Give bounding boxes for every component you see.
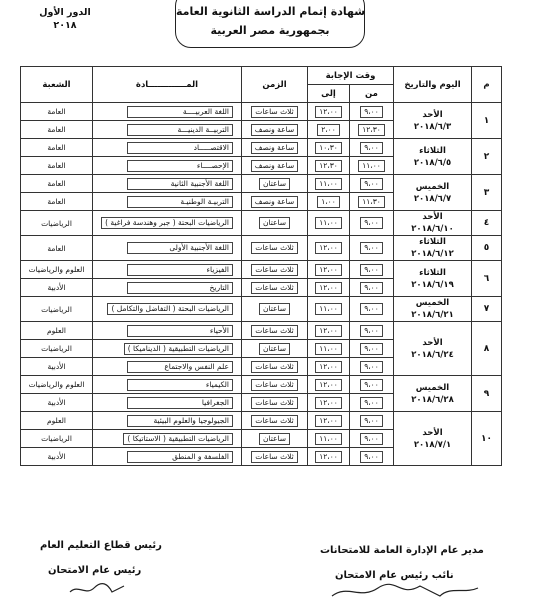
time-to: [308, 139, 350, 157]
time-from: [350, 193, 394, 211]
duration: [242, 139, 308, 157]
header-num: م: [472, 67, 502, 103]
time-from: [350, 121, 394, 139]
time-to: [308, 261, 350, 279]
duration-value: ساعتان: [259, 303, 290, 315]
subject: [93, 261, 242, 279]
day-date-cell: [394, 376, 472, 412]
table-row: [21, 376, 502, 394]
subject: [93, 430, 242, 448]
time-from-value: ٩،٠٠: [360, 264, 383, 276]
time-from: [350, 157, 394, 175]
table-row: [21, 103, 502, 121]
duration: [242, 121, 308, 139]
footer-left-title: رئيس قطاع التعليم العام: [40, 540, 162, 551]
table-row: [21, 211, 502, 236]
day-name: الخميس: [415, 382, 450, 393]
footer-right-subtitle: نائب رئيس عام الامتحان: [335, 570, 454, 581]
day-date-cell: [394, 322, 472, 376]
branch: العلوم: [21, 412, 93, 430]
subject: [93, 448, 242, 466]
time-to: [308, 358, 350, 376]
subject: [93, 412, 242, 430]
duration-value: ثلاث ساعات: [251, 242, 297, 254]
subject-value: الرياضيات البحتة ( جبر وهندسة فراغية ): [101, 217, 233, 229]
day-date-cell: [394, 297, 472, 322]
time-to-value: ١١،٠٠: [315, 303, 342, 315]
time-from-value: ١١،٠٠: [358, 160, 385, 172]
time-to-value: ٢،٠٠: [317, 124, 340, 136]
time-to-value: ١٢،٠٠: [315, 106, 342, 118]
duration-value: ثلاث ساعات: [251, 106, 297, 118]
time-to-value: ١٢،٠٠: [315, 242, 342, 254]
branch: الرياضيات: [21, 430, 93, 448]
day-name: الأحد: [422, 109, 443, 120]
time-to: [308, 376, 350, 394]
subject-value: اللغة العربيــــة: [127, 106, 233, 118]
subject: [93, 358, 242, 376]
time-from-value: ٩،٠٠: [360, 178, 383, 190]
time-to-value: ١٠،٣٠: [315, 142, 342, 154]
time-from-value: ٩،٠٠: [360, 343, 383, 355]
time-to-value: ١١،٠٠: [315, 433, 342, 445]
duration-value: ساعتان: [259, 217, 290, 229]
subject-value: اللغة الأجنبية الثانية: [127, 178, 233, 190]
day-date-cell: [394, 236, 472, 261]
time-to: [308, 236, 350, 261]
day-date-cell: [394, 175, 472, 211]
exam-date: ٢٠١٨/٦/٣: [413, 121, 452, 132]
header-answer-time: وقت الإجابة: [308, 67, 394, 85]
signature-left: [68, 580, 128, 598]
duration: [242, 340, 308, 358]
subject-value: التاريخ: [127, 282, 233, 294]
subject-value: الأحياء: [127, 325, 233, 337]
subject-value: الجيولوجيا والعلوم البيئية: [127, 415, 233, 427]
time-from: [350, 236, 394, 261]
day-name: الأحد: [422, 427, 443, 438]
subject-value: الاقتصـــــاد: [127, 142, 233, 154]
time-to: [308, 394, 350, 412]
branch: الأدبية: [21, 448, 93, 466]
branch: العامة: [21, 193, 93, 211]
exam-date: ٢٠١٨/٦/٢٨: [411, 394, 454, 405]
exam-date: ٢٠١٨/٦/٢١: [411, 310, 454, 320]
duration: [242, 211, 308, 236]
branch: الرياضيات: [21, 340, 93, 358]
time-to: [308, 430, 350, 448]
subject: [93, 175, 242, 193]
duration: [242, 236, 308, 261]
time-from-value: ٩،٠٠: [360, 106, 383, 118]
day-name: الخميس: [415, 298, 450, 308]
duration: [242, 358, 308, 376]
subject: [93, 103, 242, 121]
row-number: ٩: [472, 376, 502, 412]
schedule-table: [20, 66, 502, 466]
document-title: [175, 0, 365, 48]
subject: [93, 376, 242, 394]
day-name: الثلاثاء: [419, 267, 446, 278]
duration-value: ثلاث ساعات: [251, 451, 297, 463]
branch: العلوم والرياضيات: [21, 376, 93, 394]
duration-value: ثلاث ساعات: [251, 361, 297, 373]
header-day: اليوم والتاريخ: [394, 67, 472, 103]
day-date-cell: [394, 412, 472, 466]
exam-date: ٢٠١٨/٦/٥: [413, 157, 452, 168]
duration-value: ثلاث ساعات: [251, 282, 297, 294]
exam-year: ٢٠١٨: [53, 20, 77, 31]
time-from-value: ٩،٠٠: [360, 282, 383, 294]
subject-value: الرياضيات التطبيقية ( الاستاتيكا ): [123, 433, 233, 445]
time-to: [308, 412, 350, 430]
time-from: [350, 297, 394, 322]
header-to: إلى: [308, 85, 350, 103]
time-to: [308, 193, 350, 211]
subject: [93, 340, 242, 358]
subject: [93, 279, 242, 297]
row-number: ٧: [472, 297, 502, 322]
time-from-value: ١٢،٣٠: [358, 124, 385, 136]
time-to-value: ١٢،٣٠: [315, 160, 342, 172]
row-number: ١: [472, 103, 502, 139]
time-to: [308, 211, 350, 236]
branch: الأدبية: [21, 358, 93, 376]
time-to: [308, 157, 350, 175]
time-from-value: ٩،٠٠: [360, 303, 383, 315]
time-from: [350, 103, 394, 121]
duration: [242, 103, 308, 121]
duration: [242, 261, 308, 279]
subject-value: اللغة الأجنبية الأولى: [127, 242, 233, 254]
duration-value: ساعة ونصف: [251, 142, 298, 154]
table-row: [21, 322, 502, 340]
time-to: [308, 448, 350, 466]
day-name: الأحد: [422, 337, 443, 348]
duration: [242, 394, 308, 412]
row-number: ٥: [472, 236, 502, 261]
day-name: الخميس: [415, 181, 450, 192]
time-to: [308, 340, 350, 358]
time-to-value: ١٢،٠٠: [315, 451, 342, 463]
title-line-1: شهادة إتمام الدراسة الثانوية العامة: [176, 5, 366, 18]
subject: [93, 139, 242, 157]
subject: [93, 236, 242, 261]
time-from-value: ٩،٠٠: [360, 433, 383, 445]
duration: [242, 412, 308, 430]
subject-value: الرياضيات التطبيقية ( الديناميكا ): [124, 343, 233, 355]
subject: [93, 322, 242, 340]
time-from-value: ٩،٠٠: [360, 242, 383, 254]
time-from: [350, 175, 394, 193]
subject-value: الفلسفة و المنطق: [127, 451, 233, 463]
exam-round: الدور الأول: [39, 7, 91, 18]
row-number: ٨: [472, 322, 502, 376]
day-date-cell: [394, 103, 472, 139]
time-from-value: ٩،٠٠: [360, 325, 383, 337]
duration: [242, 279, 308, 297]
duration: [242, 157, 308, 175]
header-from: من: [350, 85, 394, 103]
time-to-value: ١٢،٠٠: [315, 264, 342, 276]
duration: [242, 297, 308, 322]
time-to: [308, 175, 350, 193]
subject-value: الكيمياء: [127, 379, 233, 391]
time-to: [308, 297, 350, 322]
time-to-value: ١٢،٠٠: [315, 415, 342, 427]
time-from: [350, 412, 394, 430]
day-date-cell: [394, 139, 472, 175]
subject-value: التربيــة الدينيـــة: [127, 124, 233, 136]
day-date-cell: [394, 211, 472, 236]
duration: [242, 376, 308, 394]
header-duration: الزمن: [242, 67, 308, 103]
exam-date: ٢٠١٨/٧/١: [413, 439, 452, 450]
time-to-value: ١٢،٠٠: [315, 379, 342, 391]
time-to-value: ١٢،٠٠: [315, 282, 342, 294]
time-from: [350, 279, 394, 297]
branch: الرياضيات: [21, 211, 93, 236]
time-from: [350, 376, 394, 394]
subject-value: الرياضيات البحتة ( التفاضل والتكامل ): [107, 303, 233, 315]
title-line-2: بجمهورية مصر العربية: [210, 24, 330, 37]
branch: العلوم: [21, 322, 93, 340]
time-from-value: ٩،٠٠: [360, 451, 383, 463]
time-to: [308, 322, 350, 340]
table-row: [21, 139, 502, 157]
signature-right: [330, 582, 480, 600]
table-row: [21, 175, 502, 193]
duration: [242, 193, 308, 211]
time-from-value: ٩،٠٠: [360, 397, 383, 409]
duration-value: ساعة ونصف: [251, 196, 298, 208]
time-from-value: ١١،٣٠: [358, 196, 385, 208]
table-row: [21, 412, 502, 430]
exam-date: ٢٠١٨/٦/١٩: [411, 279, 454, 290]
exam-date: ٢٠١٨/٦/٢٤: [411, 349, 454, 360]
exam-date: ٢٠١٨/٦/١٠: [411, 224, 454, 234]
branch: الأدبية: [21, 279, 93, 297]
row-number: ٢: [472, 139, 502, 175]
duration-value: ثلاث ساعات: [251, 325, 297, 337]
time-from: [350, 358, 394, 376]
exam-date: ٢٠١٨/٦/٧: [413, 193, 452, 204]
subject-value: علم النفس والاجتماع: [127, 361, 233, 373]
subject: [93, 394, 242, 412]
table-row: [21, 261, 502, 279]
row-number: ٦: [472, 261, 502, 297]
branch: العامة: [21, 157, 93, 175]
footer-right-title: مدير عام الإدارة العامة للامتحانات: [320, 545, 484, 556]
table-row: [21, 297, 502, 322]
time-to: [308, 103, 350, 121]
duration-value: ثلاث ساعات: [251, 397, 297, 409]
duration: [242, 448, 308, 466]
time-to-value: ١٢،٠٠: [315, 397, 342, 409]
time-from: [350, 261, 394, 279]
day-name: الأحد: [422, 212, 443, 222]
branch: العامة: [21, 121, 93, 139]
branch: العامة: [21, 175, 93, 193]
time-to-value: ١٢،٠٠: [315, 361, 342, 373]
time-to: [308, 279, 350, 297]
branch: العلوم والرياضيات: [21, 261, 93, 279]
time-from: [350, 394, 394, 412]
subject-value: الإحصــــاء: [127, 160, 233, 172]
footer-left-subtitle: رئيس عام الامتحان: [48, 565, 142, 576]
time-from-value: ٩،٠٠: [360, 142, 383, 154]
subject: [93, 211, 242, 236]
subject-value: التربيـة الوطنيـة: [127, 196, 233, 208]
time-from: [350, 340, 394, 358]
duration-value: ساعة ونصف: [251, 160, 298, 172]
branch: العامة: [21, 103, 93, 121]
time-from-value: ٩،٠٠: [360, 379, 383, 391]
table-row: [21, 236, 502, 261]
time-to-value: ١٢،٠٠: [315, 325, 342, 337]
exam-date: ٢٠١٨/٦/١٢: [411, 249, 454, 259]
row-number: ٤: [472, 211, 502, 236]
time-to: [308, 121, 350, 139]
time-from: [350, 211, 394, 236]
duration-value: ساعة ونصف: [251, 124, 298, 136]
day-date-cell: [394, 261, 472, 297]
time-from-value: ٩،٠٠: [360, 361, 383, 373]
header-branch: الشعبة: [21, 67, 93, 103]
time-to-value: ١١،٠٠: [315, 343, 342, 355]
duration-value: ثلاث ساعات: [251, 264, 297, 276]
subject: [93, 193, 242, 211]
duration: [242, 175, 308, 193]
round-year-label: [30, 6, 100, 32]
row-number: ٣: [472, 175, 502, 211]
duration-value: ساعتان: [259, 178, 290, 190]
time-from: [350, 448, 394, 466]
subject: [93, 157, 242, 175]
branch: العامة: [21, 139, 93, 157]
duration: [242, 430, 308, 448]
branch: الرياضيات: [21, 297, 93, 322]
duration-value: ثلاث ساعات: [251, 415, 297, 427]
time-from: [350, 139, 394, 157]
subject: [93, 121, 242, 139]
day-name: الثلاثاء: [419, 237, 446, 247]
branch: الأدبية: [21, 394, 93, 412]
time-from: [350, 430, 394, 448]
subject: [93, 297, 242, 322]
time-to-value: ١١،٠٠: [315, 178, 342, 190]
time-to-value: ١،٠٠: [317, 196, 340, 208]
day-name: الثلاثاء: [419, 145, 446, 156]
time-to-value: ١١،٠٠: [315, 217, 342, 229]
duration: [242, 322, 308, 340]
time-from-value: ٩،٠٠: [360, 415, 383, 427]
subject-value: الجغرافيا: [127, 397, 233, 409]
duration-value: ساعتان: [259, 343, 290, 355]
time-from-value: ٩،٠٠: [360, 217, 383, 229]
time-from: [350, 322, 394, 340]
duration-value: ساعتان: [259, 433, 290, 445]
duration-value: ثلاث ساعات: [251, 379, 297, 391]
branch: العامة: [21, 236, 93, 261]
subject-value: الفيزياء: [127, 264, 233, 276]
row-number: ١٠: [472, 412, 502, 466]
header-subject: المـــــــــــــادة: [93, 67, 242, 103]
